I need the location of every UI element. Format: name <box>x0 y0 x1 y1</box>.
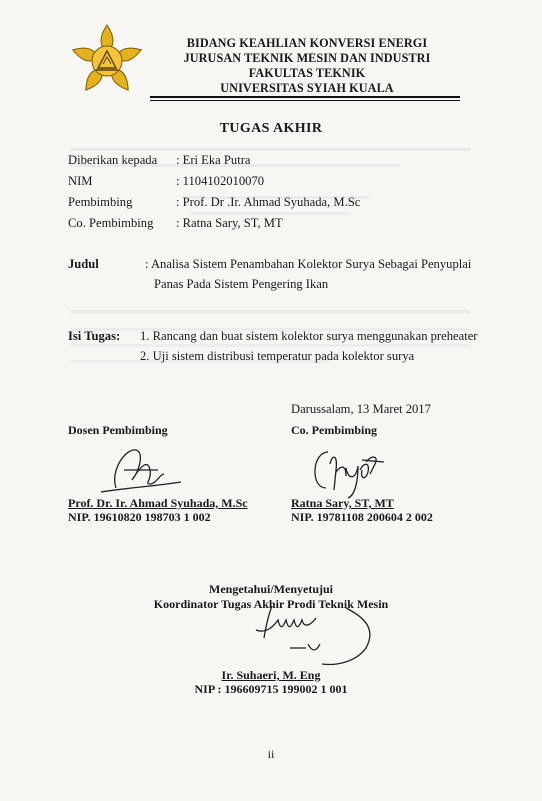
dosen-nip: NIP. 19610820 198703 1 002 <box>68 510 211 524</box>
info-label: Diberikan kepada <box>68 153 158 167</box>
header-line-1: BIDANG KEAHLIAN KONVERSI ENERGI <box>186 36 428 50</box>
header-line-2: JURUSAN TEKNIK MESIN DAN INDUSTRI <box>183 51 431 65</box>
header-line-3: FAKULTAS TEKNIK <box>248 66 366 80</box>
tugas-item-2: 2. Uji sistem distribusi temperatur pada kolektor surya <box>140 349 415 363</box>
info-label: Pembimbing <box>68 195 133 209</box>
signature-koordinator <box>226 600 386 670</box>
dosen-role: Dosen Pembimbing <box>68 423 168 437</box>
co-role: Co. Pembimbing <box>291 423 378 437</box>
signature-co <box>300 440 390 500</box>
approval-name: Ir. Suhaeri, M. Eng <box>221 668 321 682</box>
approval-nip: NIP : 196609715 199002 1 001 <box>194 682 348 696</box>
info-value: : Ratna Sary, ST, MT <box>176 216 283 230</box>
dosen-name: Prof. Dr. Ir. Ahmad Syuhada, M.Sc <box>68 496 248 510</box>
university-logo <box>66 22 148 98</box>
signature-dosen <box>96 440 186 500</box>
info-label: NIM <box>68 174 93 188</box>
approval-line-2: Koordinator Tugas Akhir Prodi Teknik Mesin <box>153 597 389 611</box>
co-name: Ratna Sary, ST, MT <box>291 496 394 510</box>
institution-header <box>150 36 464 96</box>
co-nip: NIP. 19781108 200604 2 002 <box>291 510 433 524</box>
info-value: : 1104102010070 <box>176 174 265 188</box>
judul-label: Judul <box>68 257 99 271</box>
tugas-label: Isi Tugas: <box>68 329 121 343</box>
info-label: Co. Pembimbing <box>68 216 154 230</box>
info-value: : Prof. Dr .Ir. Ahmad Syuhada, M.Sc <box>176 195 361 209</box>
document-title: TUGAS AKHIR <box>219 121 323 136</box>
approval-line-1: Mengetahui/Menyetujui <box>209 582 333 596</box>
judul-line-2: Panas Pada Sistem Pengering Ikan <box>154 277 329 291</box>
header-line-4: UNIVERSITAS SYIAH KUALA <box>220 81 394 95</box>
page-number: ii <box>267 747 275 761</box>
place-date: Darussalam, 13 Maret 2017 <box>291 402 431 416</box>
info-value: : Eri Eka Putra <box>176 153 251 167</box>
header-rule-thin <box>150 100 460 101</box>
tugas-item-1: 1. Rancang dan buat sistem kolektor surya menggunakan preheater <box>140 329 478 343</box>
header-rule-thick <box>150 96 460 98</box>
judul-line-1: : Analisa Sistem Penambahan Kolektor Surya Sebagai Penyuplai <box>145 257 472 271</box>
